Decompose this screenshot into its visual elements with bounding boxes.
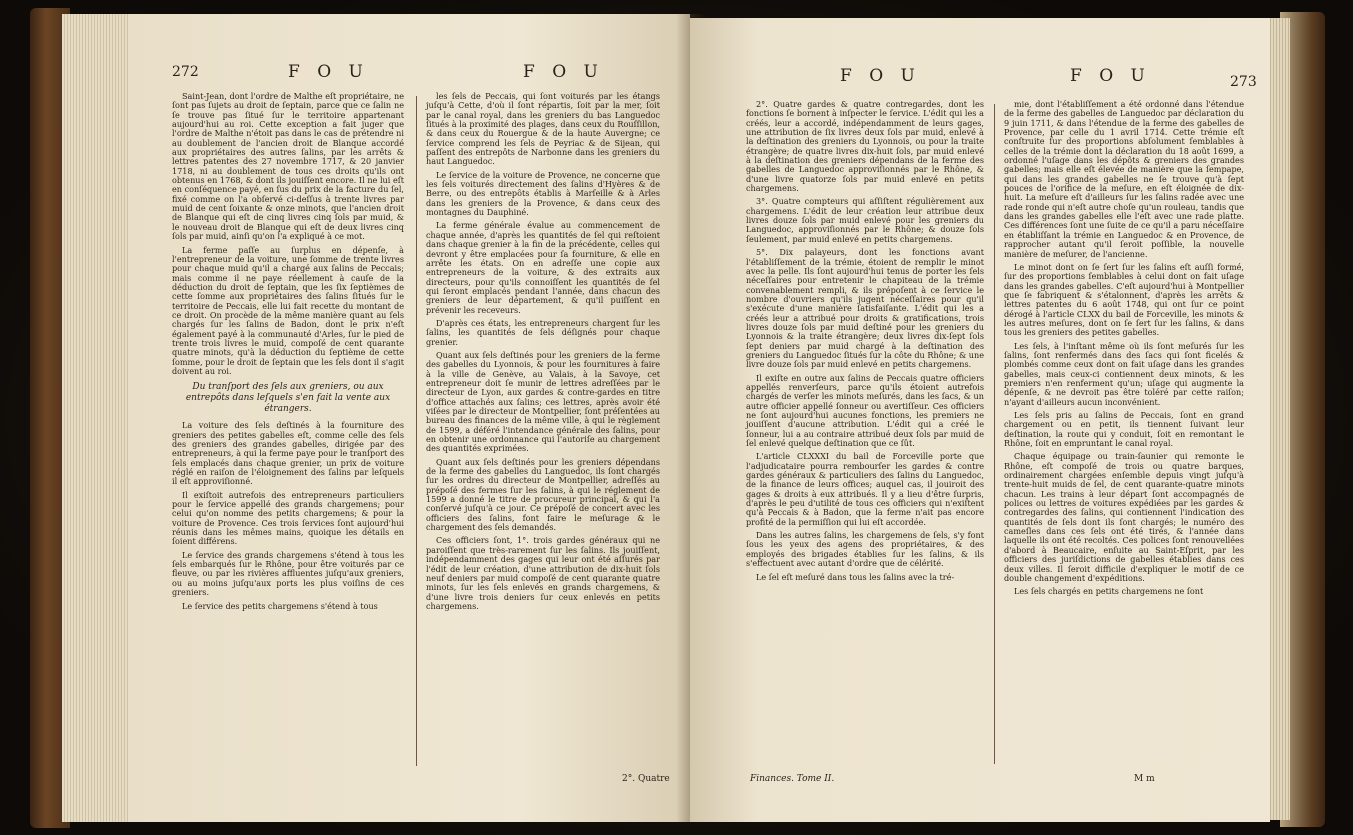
page-number-left: 272 [172, 64, 199, 80]
right-page-column-2 [1004, 100, 1244, 601]
paragraph: L'article CLXXXI du bail de Forceville porte que l'adjudicataire pourra rembourſer les gardes & contre gardes généraux & particuliers des ſalins du Languedoc, de la finance de leurs offices; auquel cas, il jouiroit des gages & droits à eux attribués. Il y a lieu d'être ſurpris, d'après le peu d'utilité de tous ces officiers qui n'exiſtent qu'à Peccais & à Badon, que la ferme n'ait pas encore profité de la permiſſion qui lui eſt accordée. [746, 451, 984, 527]
left-page [128, 14, 690, 822]
paragraph: Le ſel eſt meſuré dans tous les ſalins avec la tré- [756, 571, 955, 582]
left-page-column-2 [426, 92, 660, 615]
column-rule-left [416, 96, 417, 766]
paragraph: Les ſels pris au ſalins de Peccais, ſont en grand chargement ou en petit, ils tiennent ſuivant leur deſtination, la route qui y conduit, ſoit en remontant le Rhône, ſoit en empruntant le canal royal. [1004, 410, 1244, 449]
page-number-right: 273 [1230, 74, 1257, 90]
paragraph: Il exiſtoit autrefois des entrepreneurs particuliers pour le ſervice appellé des grands chargemens; pour celui qu'on nomme des petits chargemens; & pour la voiture de Provence. Ces trois ſervices ſont aujourd'hui réunis dans les mêmes mains, quoique les détails en ſoient différens. [172, 489, 404, 547]
paragraph: mie, dont l'établiſſement a été ordonné dans l'étendue de la ferme des gabelles de Languedoc par déclaration du 9 juin 1711, & dans l'étendue de la ferme des gabelles de Provence, par celle du 1 avril 1714. Cette trémie eſt conſtruite ſur des proportions abſolument ſemblables à celles de la trémie dont la déclaration du 18 août 1699, a ordonné l'uſage dans les dépôts & greniers des grandes gabelles; mais elle eſt élevée de manière que la ſempape, qui dans les grandes gabelles ne ſe trouve qu'à ſept pouces de l'orifice de la meſure, en eſt éloignée de dix-huit. La meſure eſt d'ailleurs ſur les ſalins radée avec une rade ronde qui n'eſt autre choſe qu'un rouleau, tandis que dans les grandes gabelles elle l'eſt avec une rade platte. Ces différences ſont une ſuite de ce qu'il a paru néceſſaire en établiſſant la trémie en Languedoc & en Provence, de rapprocher autant qu'il ſeroit poſſible, la nouvelle manière de meſurer, de l'ancienne. [1004, 99, 1244, 259]
paragraph: Il exiſte en outre aux ſalins de Peccais quatre officiers appellés renverſeurs, parce qu'ils étoient autrefois chargés de verſer les minots meſurés, dans les ſacs, & un autre officier appellé ſonneur ou avertiſſeur. Ces officiers ne ſont aujourd'hui aucunes fonctions, les premiers ne jouiſſent d'aucune attribution. L'édit qui a créé le ſonneur, lui a au contraire attribué deux ſols par muid de ſel enlevé quelque deſtination que ce ſût. [746, 372, 984, 449]
paragraph: La ferme paſſe au ſurplus en dépenſe, à l'entrepreneur de la voiture, une ſomme de trente livres pour chaque muid qu'il a chargé aux ſalins de Peccais; mais comme il ne paye réellement à cauſe de la déduction du droit de ſeptain, que les ſix ſeptièmes de cette ſomme aux propriétaires des ſalins ſitués ſur le territoire de Peccais, elle lui fait recette du montant de ce droit. On procède de la même manière quant au ſels chargés ſur les ſalins de Badon, dont le prix n'eſt également payé à la communauté d'Arles, ſur le pied de trente trois livres le muid, compoſé de cent quarante quatre minots, qu'à la déduction du ſeptième de cette ſomme, pour le droit de ſeptain que les ſels dont il s'agit doivent au roi. [172, 244, 404, 376]
paragraph: 2°. Quatre gardes & quatre contregardes, dont les fonctions ſe bornent à inſpecter le ſervice. L'édit qui les a créés, leur a accordé, indépendamment de leurs gages, une attribution de ſix livres deux ſols par muid, enlevé à la deſtination des greniers du Lyonnois, ou pour la traite étrangère; de quatre livres dix-huit ſols, par muid enlevé à la deſtination des greniers dépendans de la ferme des gabelles de Languedoc approviſionnés par le Rhône, & d'une livre quatorze ſols par muid enlevé en petits chargemens. [746, 99, 984, 194]
paragraph: Les ſels chargés en petits chargemens ne ſont [1014, 586, 1204, 597]
paragraph: Le ſervice des grands chargemens s'étend à tous les ſels embarqués ſur le Rhône, pour être voiturés par ce fleuve, ou par les rivières affluentes juſqu'aux greniers, ou au moins juſqu'aux ports les plus voiſins de ces greniers. [172, 549, 404, 598]
paragraph: La ferme générale évalue au commencement de chaque année, d'après les quantités de ſel qui reſtoient dans chaque grenier à la fin de la précédente, celles qui devront y être emplacées pour ſa fourniture, & elle en arrête les états. On en adreſſe une copie aux entrepreneurs de la voiture, & des extraits aux directeurs, pour qu'ils connoiſſent les quantités de ſel qui ſeront emplacés pendant l'année, dans chacun des greniers de leur département, & qu'il puiſſent en prévenir les receveurs. [426, 220, 660, 315]
page-edges-left [62, 14, 132, 822]
column-rule-right [994, 104, 995, 764]
paragraph: Le ſervice des petits chargemens s'étend à tous [182, 600, 378, 611]
running-head-left-b: F O U [523, 62, 604, 82]
running-head-right-b: F O U [1070, 66, 1151, 86]
paragraph: Dans les autres ſalins, les chargemens de ſels, s'y font ſous les yeux des agens des propriétaires, & des employés des brigades établies ſur les ſalins, & ils s'effectuent avec autant d'ordre que de célérité. [746, 530, 984, 569]
paragraph: Chaque équipage ou train-ſaunier qui remonte le Rhône, eſt compoſé de trois ou quatre barques, ordinairement chargées enſemble depuis vingt juſqu'à trente-huit muids de ſel, de cent quarante-quatre minots chacun. Les trains à leur départ ſont accompagnés de polices ou lettres de voitures expédiées par les gardes & contregardes des ſalins, qui contiennent l'indication des quantités de ſels dont ils ſont chargés; le numéro des cameſles dans ces ſels ont été tirés, & l'année dans laquelle ils ont été recoltés. Ces polices ſont renouvellées d'abord à Beaucaire, enſuite au Saint-Eſprit, par les officiers des juriſdictions de gabelles établies dans ces deux villes. Il ſeroit difficile d'expliquer le motif de ce double changement d'expéditions. [1004, 451, 1244, 583]
paragraph: Ces officiers ſont, 1°. trois gardes généraux qui ne paroiſſent que très-rarement ſur les ſalins. Ils jouiſſent, indépendamment des gages qui leur ont été aſſurés par l'édit de leur création, d'une attribution de dix-huit ſols neuf deniers par muid compoſé de cent quarante quatre minots, ſur les ſels enlevés en grands chargemens, & d'une livre trois deniers ſur ceux enlevés en petits chargemens. [426, 535, 660, 611]
footer-volume: Finances. Tome II. [750, 774, 835, 784]
paragraph: Saint-Jean, dont l'ordre de Malthe eſt propriétaire, ne ſont pas ſujets au droit de ſeptain, parce que ce ſalin ne ſe trouve pas ſitué ſur le territoire appartenant aujourd'hui au roi. Cette exception a fait juger que l'ordre de Malthe n'étoit pas dans le cas de prétendre ni au doublement de l'ancien droit de Blanque accordé aux propriétaires des autres ſalins, par les arrêts & lettres patentes des 27 novembre 1717, & 20 janvier 1718, ni au doublement de tous ces droits qu'ils ont obtenus en 1768, & dont ils jouiſſent encore. Il ne lui eſt en conſéquence payé, en ſus du prix de la facture du ſel, fixé comme on l'a obſervé ci-deſſus à trente livres par muid de cent ſoixante & onze minots, que l'ancien droit de Blanque qui eſt de cinq livres cinq ſols par muid, & le nouveau droit de Blanque qui eſt de deux livres cinq ſols par muid, ainſi qu'on l'a expliqué à ce mot. [172, 91, 404, 242]
signature-mark: M m [1134, 774, 1155, 784]
right-page-column-1 [746, 100, 984, 586]
paragraph: les ſels de Peccais, qui ſont voiturés par les étangs juſqu'à Cette, d'où il ſont répartis, ſoit par la mer, ſoit par le canal royal, dans les greniers du bas Languedoc ſitués à la proximité des plages, dans ceux du Rouſſillon, & dans ceux du Rouergue & de la haute Auvergne; ce ſervice comprend les ſels de Peyriac & de Sijean, qui paſſent des entrepôts de Narbonne dans les greniers du haut Languedoc. [426, 91, 660, 167]
paragraph: D'après ces états, les entrepreneurs chargent ſur les ſalins, les quantités de ſels déſignés pour chaque grenier. [426, 317, 660, 347]
section-heading: Du tranſport des ſels aux greniers, ou aux entrepôts dans leſquels s'en fait la vente aux étrangers. [185, 382, 391, 415]
left-page-column-1 [172, 92, 404, 615]
paragraph: Les ſels, à l'inſtant même où ils ſont meſurés ſur les ſalins, ſont renfermés dans des ſacs qui ſont ficelés & plombés comme ceux dont on fait uſage dans les grandes gabelles, mais ceux-ci contiennent deux minots, & les premiers n'en renferment qu'un; uſage qui augmente la dépenſe, & ne devroit pas être toléré par cette raiſon; n'ayant d'ailleurs aucun inconvénient. [1004, 340, 1244, 407]
catchword: 2°. Quatre [622, 774, 670, 784]
running-head-left-a: F O U [288, 62, 369, 82]
paragraph: La voiture des ſels deſtinés à la fourniture des greniers des petites gabelles eſt, comme celle des ſels des greniers des grandes gabelles, dirigée par des entrepreneurs, à qui la ferme paye pour le tranſport des ſels emplacés dans chaque grenier, un prix de voiture réglé en raiſon de l'éloignement des ſalins par leſquels il eſt approviſionné. [172, 420, 404, 487]
right-page [690, 18, 1270, 822]
paragraph: Quant aux ſels deſtinés pour les greniers dépendans de la ferme des gabelles du Languedoc, ils ſont chargés ſur les ordres du directeur de Montpellier, adreſſés au prépoſé des fermes ſur les ſalins, à qui le réglement de 1599 a donné le titre de procureur principal, & qui l'a conſervé juſqu'à ce jour. Ce prépoſé de concert avec les officiers des ſalins, font faire le meſurage & le chargement des ſels demandés. [426, 456, 660, 533]
running-head-right-a: F O U [840, 66, 921, 86]
paragraph: Quant aux ſels deſtinés pour les greniers de la ferme des gabelles du Lyonnois, & pour les fournitures à faire à la ville de Genève, au Valais, à la Savoye, cet entrepreneur doit ſe munir de lettres adreſſées par le directeur de Lyon, aux gardes & contre-gardes en titre d'office attachés aux ſalins; ces lettres, après avoir été viſées par le directeur de Montpellier, ſont préſentées au bureau des finances de la même ville, à qui le règlement de 1599, a déféré l'intendance générale des ſalins, pour en obtenir une ordonnance qui l'autoriſe au chargement des quantités exprimées. [426, 349, 660, 454]
paragraph: 3°. Quatre compteurs qui aſſiſtent régulièrement aux chargemens. L'édit de leur création leur attribue deux livres douze ſols par muid enlevé pour les greniers du Languedoc, approviſionnés par le Rhône; & douze ſols ſeulement, par muid enlevé en petits chargemens. [746, 196, 984, 244]
paragraph: Le minot dont on ſe ſert ſur les ſalins eſt auſſi formé, ſur des proportions ſemblables à celui dont on fait uſage dans les grandes gabelles. C'eſt aujourd'hui à Montpellier que ſe fabriquent & s'étalonnent, d'après les arrêts & lettres patentes du 6 août 1748, qui ont ſur ce point dérogé à l'article CLXX du bail de Forceville, les minots & les autres meſures, dont on ſe ſert ſur les ſalins, & dans tous les greniers des petites gabelles. [1004, 261, 1244, 338]
paragraph: 5°. Dix palayeurs, dont les fonctions avant l'établiſſement de la trémie, étoient de remplir le minot avec la pelle. Ils ſont aujourd'hui tenus de porter les ſels néceſſaires pour entretenir le chapiteau de la trémie convenablement rempli, & ils prépoſent à ce ſervice le nombre d'ouvriers qu'ils jugent néceſſaires pour qu'il s'exécute d'une manière ſatisfaiſante. L'édit qui les a créés leur a attribué pour droits & gratifications, trois livres douze ſols par muid deſtiné pour les greniers du Lyonnois & la traite étrangère; deux livres dix-ſept ſols ſept deniers par muid chargé à la deſtination des greniers du Languedoc ſitués ſur la côte du Rhône; & une livre douze ſols par muid enlevé en petits chargemens. [746, 247, 984, 370]
paragraph: Le ſervice de la voiture de Provence, ne concerne que les ſels voiturés directement des ſalins d'Hyères & de Berre, ou des entrepôts établis à Marſeille & à Arles dans les greniers de la Provence, & dans ceux des montagnes du Dauphiné. [426, 169, 660, 218]
